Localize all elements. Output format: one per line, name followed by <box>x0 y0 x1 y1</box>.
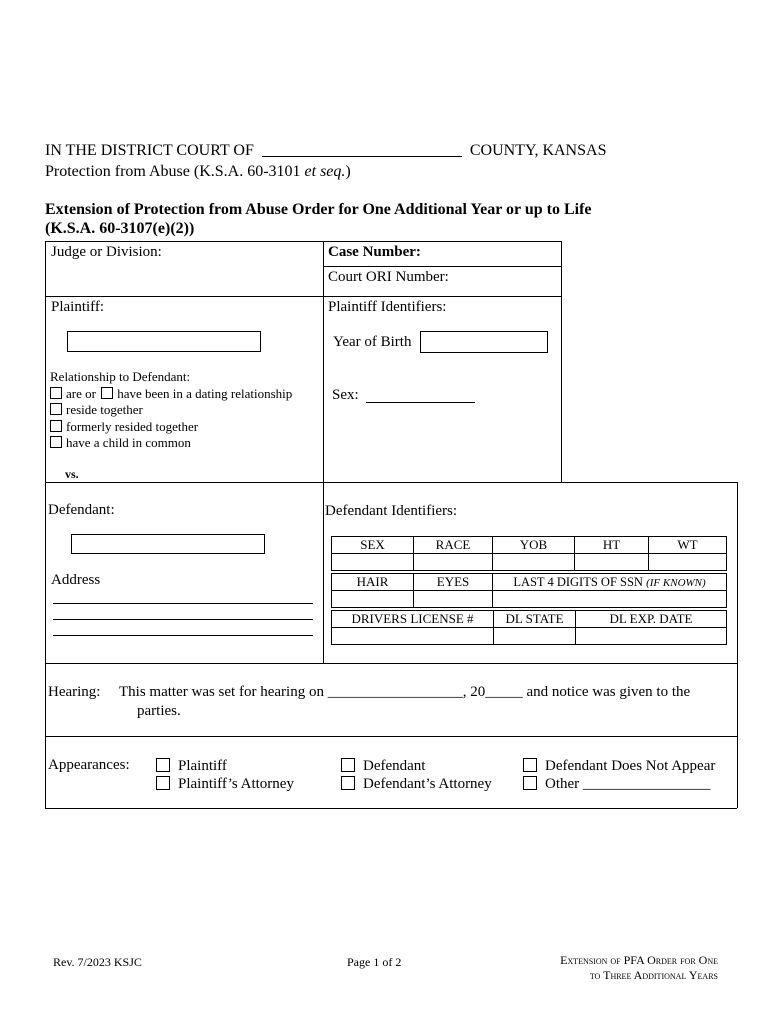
address-line-1[interactable] <box>53 603 313 604</box>
frame-right-upper <box>561 241 562 482</box>
appearance-col-1 <box>156 757 294 793</box>
table-header-cell: EYES <box>414 574 493 591</box>
address-line-3[interactable] <box>53 635 313 636</box>
dl-exp-value[interactable] <box>576 628 727 645</box>
statute-line <box>45 163 351 181</box>
defendant-attorney-checkbox[interactable] <box>341 776 355 790</box>
ssn-value[interactable] <box>493 591 727 608</box>
defendant-identifiers-table <box>331 536 727 571</box>
defendant-appear-label: Defendant <box>363 758 426 774</box>
judge-label: Judge or Division: <box>51 244 162 260</box>
frame-bottom <box>45 808 737 809</box>
relationship-section <box>50 369 292 452</box>
table-header-cell: WT <box>649 537 727 554</box>
are-or-label: are or <box>66 385 96 401</box>
appearance-col-3 <box>523 757 715 793</box>
hearing-line2: parties. <box>137 703 181 719</box>
court-suffix: COUNTY, KANSAS <box>469 142 607 159</box>
table-row <box>332 574 727 591</box>
dating-label: have been in a dating relationship <box>117 385 293 401</box>
other-checkbox[interactable] <box>523 776 537 790</box>
dating-checkbox[interactable] <box>101 387 113 399</box>
table-row <box>332 591 727 608</box>
table-row <box>332 537 727 554</box>
table-header-cell <box>493 574 727 591</box>
ssn-note: (IF KNOWN) <box>646 576 706 589</box>
statute-close: ) <box>345 163 351 180</box>
plaintiff-attorney-checkbox[interactable] <box>156 776 170 790</box>
formerly-label: formerly resided together <box>66 418 199 434</box>
ht-value[interactable] <box>575 554 649 571</box>
plaintiff-appear-checkbox[interactable] <box>156 758 170 772</box>
appearance-col-2 <box>341 757 492 793</box>
defendant-not-appear-checkbox[interactable] <box>523 758 537 772</box>
footer-title-line2: to Three Additional Years <box>589 968 718 982</box>
county-blank[interactable] <box>262 142 462 157</box>
vs-label: vs. <box>65 467 79 481</box>
court-prefix: IN THE DISTRICT COURT OF <box>45 142 254 159</box>
row-divider-1 <box>45 296 561 297</box>
table-header-cell: DRIVERS LICENSE # <box>332 611 494 628</box>
row-divider-4 <box>45 736 737 737</box>
table-row <box>332 611 727 628</box>
table-header-cell: DL STATE <box>494 611 576 628</box>
revision-label: Rev. 7/2023 KSJC <box>53 955 142 969</box>
form-title-line2: (K.S.A. 60-3107(e)(2)) <box>45 220 195 237</box>
plaintiff-appear-label: Plaintiff <box>178 758 227 774</box>
plaintiff-identifiers-label: Plaintiff Identifiers: <box>328 299 447 315</box>
reside-checkbox[interactable] <box>50 403 62 415</box>
court-ori-label: Court ORI Number: <box>328 269 449 285</box>
footer-title-line1: Extension of PFA Order for One <box>560 953 718 967</box>
year-of-birth-field[interactable] <box>420 331 548 353</box>
sex-value[interactable] <box>332 554 414 571</box>
defendant-appear-checkbox[interactable] <box>341 758 355 772</box>
plaintiff-attorney-label: Plaintiff’s Attorney <box>178 776 294 792</box>
defendant-name-field[interactable] <box>71 534 265 554</box>
hearing-suffix: and notice was given to the <box>526 684 691 700</box>
table-row <box>332 554 727 571</box>
hearing-text <box>119 684 690 701</box>
sex-blank[interactable] <box>366 402 475 403</box>
reside-label: reside together <box>66 402 143 417</box>
court-heading <box>45 142 606 160</box>
year-of-birth-label: Year of Birth <box>333 334 412 350</box>
table-header-cell: HAIR <box>332 574 414 591</box>
page-number: Page 1 of 2 <box>347 955 402 969</box>
child-checkbox[interactable] <box>50 436 62 448</box>
table-header-cell: DL EXP. DATE <box>576 611 727 628</box>
row-divider-3 <box>45 663 737 664</box>
race-value[interactable] <box>414 554 493 571</box>
hearing-date-blank[interactable]: __________________ <box>327 684 463 700</box>
hearing-year-blank[interactable]: _____ <box>485 684 523 700</box>
table-header-cell: SEX <box>332 537 414 554</box>
hearing-year-prefix: , 20 <box>462 684 486 700</box>
hearing-prefix: This matter was set for hearing on <box>119 684 324 700</box>
form-footer-title <box>560 953 718 983</box>
defendant-identifiers-label: Defendant Identifiers: <box>325 503 458 519</box>
frame-top <box>45 241 561 242</box>
table-header-cell: YOB <box>493 537 575 554</box>
table-header-cell: RACE <box>414 537 493 554</box>
plaintiff-label: Plaintiff: <box>51 299 105 315</box>
table-header-cell: HT <box>575 537 649 554</box>
formerly-checkbox[interactable] <box>50 420 62 432</box>
wt-value[interactable] <box>649 554 727 571</box>
relationship-label: Relationship to Defendant: <box>50 369 191 384</box>
address-line-2[interactable] <box>53 619 313 620</box>
form-title <box>45 201 592 238</box>
hearing-label: Hearing: <box>48 684 101 700</box>
appearances-label: Appearances: <box>48 757 130 773</box>
other-label: Other <box>545 776 580 792</box>
hair-value[interactable] <box>332 591 414 608</box>
statute-text: Protection from Abuse (K.S.A. 60-3101 <box>45 163 301 180</box>
child-label: have a child in common <box>66 435 191 450</box>
are-checkbox[interactable] <box>50 387 62 399</box>
plaintiff-name-field[interactable] <box>67 331 261 352</box>
defendant-label: Defendant: <box>48 502 115 518</box>
dl-number-value[interactable] <box>332 628 494 645</box>
address-label: Address <box>51 572 101 588</box>
defendant-not-appear-label: Defendant Does Not Appear <box>545 758 716 774</box>
defendant-identifiers-table-2 <box>331 573 727 608</box>
frame-center-divider <box>323 241 324 663</box>
form-title-line1: Extension of Protection from Abuse Order for One Additional Year or up to Life <box>45 201 592 218</box>
case-number-label: Case Number: <box>328 244 421 260</box>
statute-italic: et seq. <box>304 163 346 180</box>
ssn-label: LAST 4 DIGITS OF SSN <box>513 574 643 589</box>
yob-value[interactable] <box>493 554 575 571</box>
table-row <box>332 628 727 645</box>
dl-state-value[interactable] <box>494 628 576 645</box>
defendant-identifiers-table-3 <box>331 610 727 645</box>
sex-label: Sex: <box>332 387 359 403</box>
frame-right-lower <box>737 482 738 808</box>
eyes-value[interactable] <box>414 591 493 608</box>
case-divider <box>323 266 561 267</box>
defendant-attorney-label: Defendant’s Attorney <box>363 776 492 792</box>
other-blank[interactable]: _________________ <box>582 776 711 792</box>
frame-left <box>45 241 46 808</box>
row-divider-2 <box>45 482 737 483</box>
